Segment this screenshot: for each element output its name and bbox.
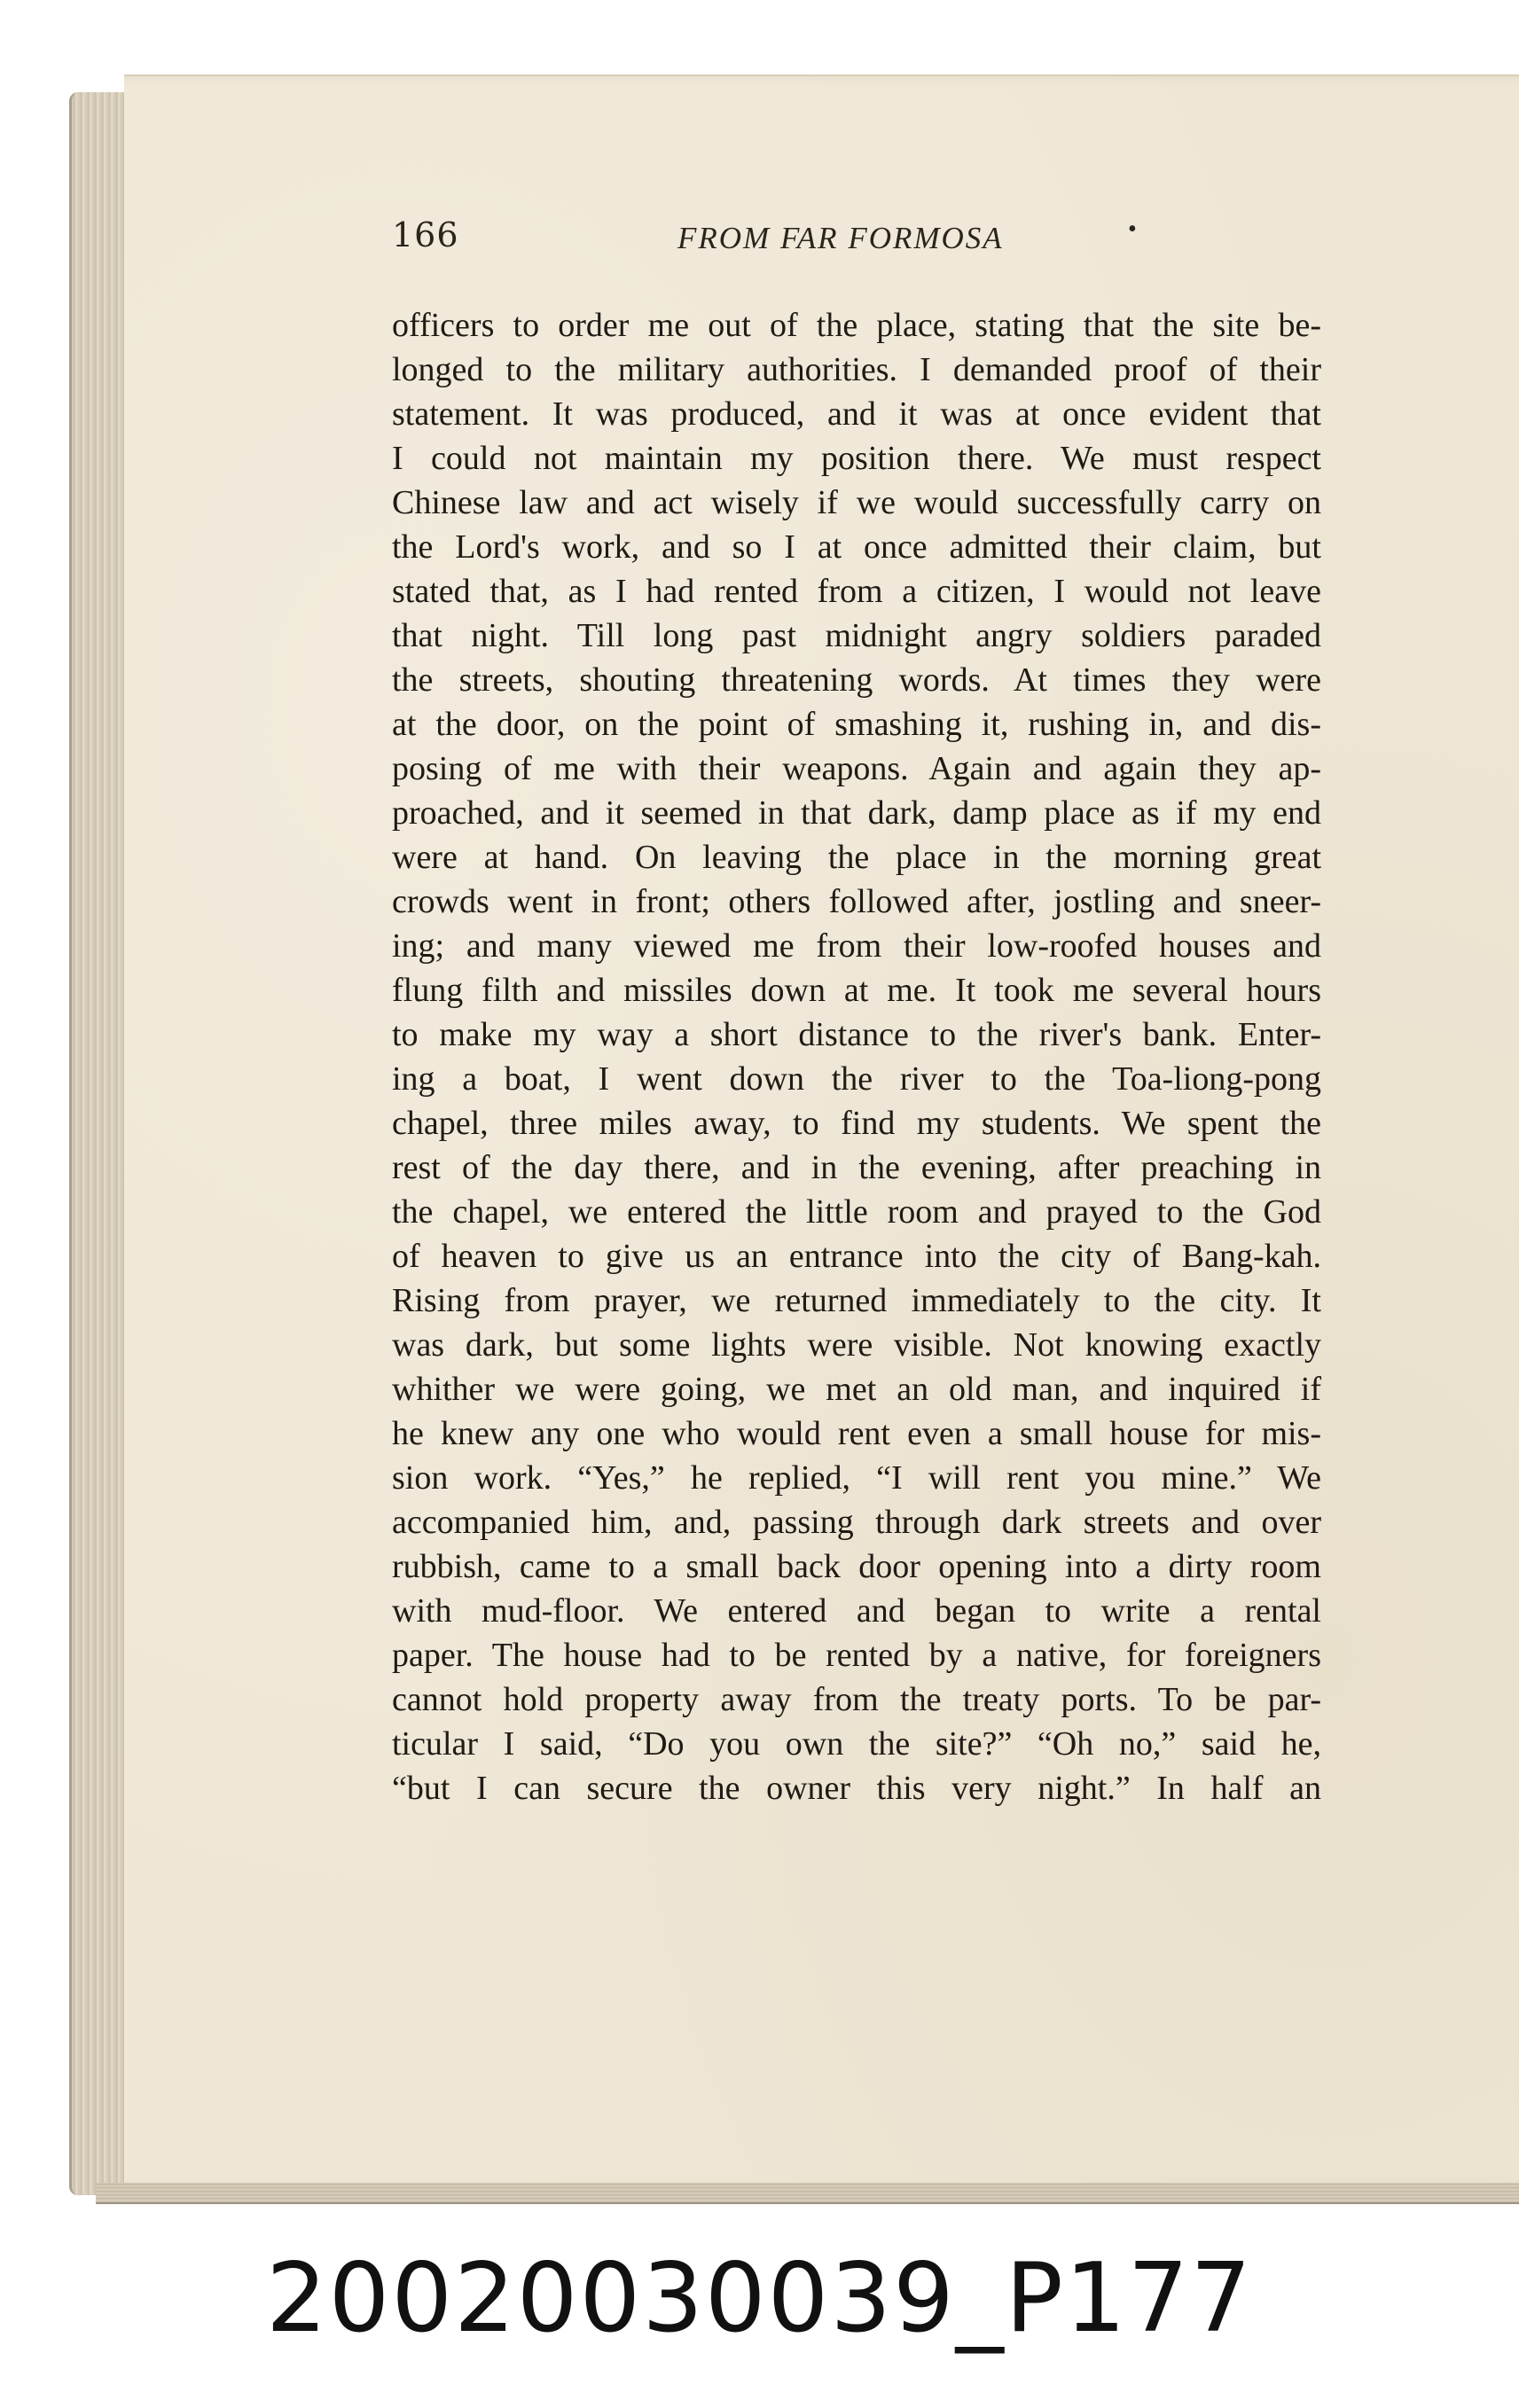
text-line: at the door, on the point of smashing it, rushing in, and dis- — [392, 706, 1321, 743]
text-line: rubbish, came to a small back door opening into a dirty room — [392, 1548, 1321, 1585]
text-line: I could not maintain my position there. We must respect — [392, 440, 1321, 477]
text-line: was dark, but some lights were visible. Not knowing exactly — [392, 1326, 1321, 1364]
text-line: cannot hold property away from the treaty ports. To be par- — [392, 1681, 1321, 1718]
text-line: chapel, three miles away, to find my students. We spent the — [392, 1105, 1321, 1142]
text-line: paper. The house had to be rented by a native, for foreigners — [392, 1637, 1321, 1674]
text-line: of heaven to give us an entrance into the city of Bang-kah. — [392, 1238, 1321, 1275]
page-edges-bottom — [96, 2183, 1519, 2204]
text-line: ticular I said, “Do you own the site?” “Oh no,” said he, — [392, 1725, 1321, 1763]
text-line: posing of me with their weapons. Again and again they ap- — [392, 750, 1321, 787]
text-line: officers to order me out of the place, stating that the site be- — [392, 307, 1321, 344]
text-line: he knew any one who would rent even a small house for mis- — [392, 1415, 1321, 1452]
text-line: longed to the military authorities. I demanded proof of their — [392, 351, 1321, 388]
text-line: the streets, shouting threatening words. At times they were — [392, 661, 1321, 699]
text-line: sion work. “Yes,” he replied, “I will rent you mine.” We — [392, 1459, 1321, 1497]
text-line: flung filth and missiles down at me. It took me several hours — [392, 972, 1321, 1009]
text-line: accompanied him, and, passing through dark streets and over — [392, 1504, 1321, 1541]
text-line: the Lord's work, and so I at once admitted their claim, but — [392, 528, 1321, 566]
text-line: crowds went in front; others followed after, jostling and sneer- — [392, 883, 1321, 920]
text-line: whither we were going, we met an old man, and inquired if — [392, 1371, 1321, 1408]
text-line: “but I can secure the owner this very night.” In half an — [392, 1770, 1321, 1807]
text-line: ing a boat, I went down the river to the Toa-liong-pong — [392, 1060, 1321, 1098]
book-title: FROM FAR FORMOSA — [677, 221, 1004, 255]
text-line: rest of the day there, and in the evening, after preaching in — [392, 1149, 1321, 1186]
running-head — [392, 215, 1323, 260]
image-identifier: 20020030039_P177 — [265, 2243, 1254, 2354]
body-text — [392, 303, 1321, 1810]
text-line: with mud-floor. We entered and began to write a rental — [392, 1592, 1321, 1630]
text-line: stated that, as I had rented from a citizen, I would not leave — [392, 573, 1321, 610]
text-line: were at hand. On leaving the place in the morning great — [392, 839, 1321, 876]
text-line: to make my way a short distance to the river's bank. Enter- — [392, 1016, 1321, 1053]
page-number: 166 — [392, 215, 459, 254]
running-head-mark: • — [1128, 215, 1137, 243]
text-line: Rising from prayer, we returned immediately to the city. It — [392, 1282, 1321, 1319]
text-line: Chinese law and act wisely if we would successfully carry on — [392, 484, 1321, 521]
text-line: ing; and many viewed me from their low-roofed houses and — [392, 927, 1321, 965]
text-line: proached, and it seemed in that dark, damp place as if my end — [392, 794, 1321, 832]
text-line: the chapel, we entered the little room and prayed to the God — [392, 1193, 1321, 1231]
text-line: that night. Till long past midnight angry soldiers paraded — [392, 617, 1321, 654]
text-line: statement. It was produced, and it was at once evident that — [392, 395, 1321, 433]
